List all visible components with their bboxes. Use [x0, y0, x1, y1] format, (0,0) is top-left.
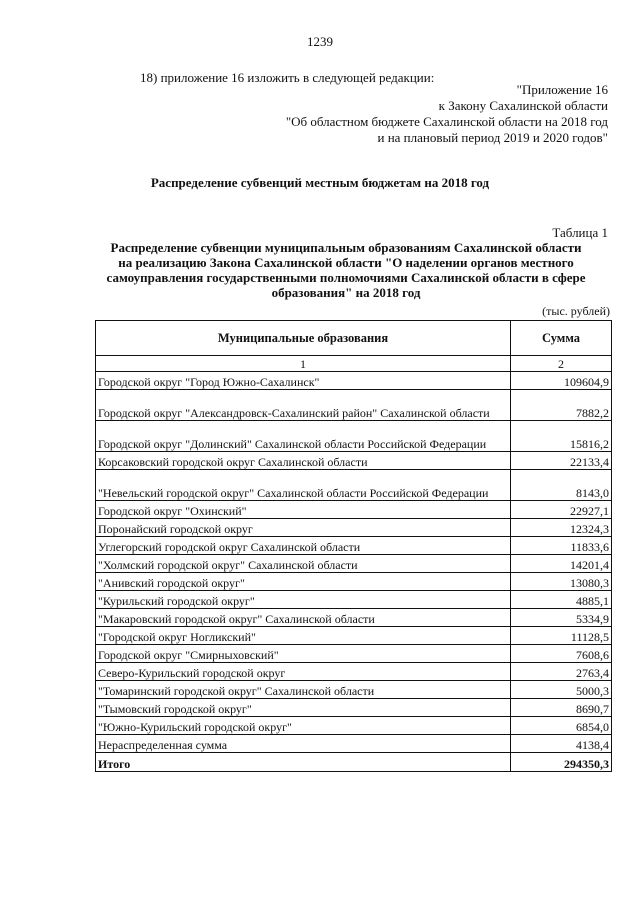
amount-value: 12324,3: [511, 519, 612, 537]
column-number: 1: [96, 356, 511, 372]
table-title-line: на реализацию Закона Сахалинской области "О наделении органов местного: [118, 255, 574, 270]
municipality-name: Северо-Курильский городской округ: [96, 663, 511, 681]
amount-value: 14201,4: [511, 555, 612, 573]
municipality-name: Поронайский городской округ: [96, 519, 511, 537]
table-row: [96, 470, 612, 501]
total-amount: 294350,3: [511, 753, 612, 772]
appendix-line: к Закону Сахалинской области: [438, 98, 608, 113]
table-row: [96, 573, 612, 591]
amount-value: 2763,4: [511, 663, 612, 681]
amount-value: 6854,0: [511, 717, 612, 735]
appendix-line: "Приложение 16: [516, 82, 608, 97]
amount-value: 8143,0: [511, 470, 612, 501]
table-row: [96, 609, 612, 627]
municipality-name: Городской округ "Александровск-Сахалинский район" Сахалинской области: [96, 390, 511, 421]
appendix-line: и на плановый период 2019 и 2020 годов": [377, 130, 608, 145]
municipality-name: "Невельский городской округ" Сахалинской области Российской Федерации: [96, 470, 511, 501]
column-header-municipality: Муниципальные образования: [96, 321, 511, 356]
amount-value: 7608,6: [511, 645, 612, 663]
table-row: [96, 390, 612, 421]
amount-value: 7882,2: [511, 390, 612, 421]
table-row: [96, 717, 612, 735]
column-number-row: [96, 356, 612, 372]
table-row: [96, 537, 612, 555]
units-label: (тыс. рублей): [542, 304, 610, 318]
amount-value: 13080,3: [511, 573, 612, 591]
municipality-name: Нераспределенная сумма: [96, 735, 511, 753]
amount-value: 15816,2: [511, 421, 612, 452]
table-row: [96, 372, 612, 390]
table-title-line: Распределение субвенции муниципальным образованиям Сахалинской области: [110, 240, 582, 255]
municipality-name: Городской округ "Охинский": [96, 501, 511, 519]
amount-value: 11128,5: [511, 627, 612, 645]
amount-value: 4138,4: [511, 735, 612, 753]
municipality-name: "Курильский городской округ": [96, 591, 511, 609]
amount-value: 4885,1: [511, 591, 612, 609]
subsidy-table: [95, 320, 612, 772]
table-row: [96, 452, 612, 470]
amount-value: 22133,4: [511, 452, 612, 470]
table-title: [96, 240, 596, 300]
main-title: Распределение субвенций местным бюджетам на 2018 год: [150, 175, 490, 190]
amount-value: 22927,1: [511, 501, 612, 519]
municipality-name: "Холмский городской округ" Сахалинской области: [96, 555, 511, 573]
table-row: [96, 735, 612, 753]
table-row: [96, 681, 612, 699]
municipality-name: "Тымовский городской округ": [96, 699, 511, 717]
municipality-name: "Макаровский городской округ" Сахалинской области: [96, 609, 511, 627]
amount-value: 11833,6: [511, 537, 612, 555]
table-row: [96, 591, 612, 609]
municipality-name: "Анивский городской округ": [96, 573, 511, 591]
table-label: Таблица 1: [552, 225, 608, 240]
municipality-name: Корсаковский городской округ Сахалинской области: [96, 452, 511, 470]
table-row: [96, 699, 612, 717]
municipality-name: Городской округ "Город Южно-Сахалинск": [96, 372, 511, 390]
municipality-name: Городской округ "Смирныховский": [96, 645, 511, 663]
municipality-name: Городской округ "Долинский" Сахалинской области Российской Федерации: [96, 421, 511, 452]
column-number: 2: [511, 356, 612, 372]
total-row: [96, 753, 612, 772]
table-row: [96, 627, 612, 645]
appendix-line: "Об областном бюджете Сахалинской области на 2018 год: [285, 114, 608, 129]
municipality-name: "Городской округ Ногликский": [96, 627, 511, 645]
table-row: [96, 663, 612, 681]
table-row: [96, 555, 612, 573]
municipality-name: Углегорский городской округ Сахалинской области: [96, 537, 511, 555]
header-row: [96, 321, 612, 356]
column-header-amount: Сумма: [511, 321, 612, 356]
appendix-header: [286, 82, 608, 146]
page-number: 1239: [307, 34, 333, 49]
table-row: [96, 421, 612, 452]
amount-value: 8690,7: [511, 699, 612, 717]
amount-value: 5000,3: [511, 681, 612, 699]
total-label: Итого: [96, 753, 511, 772]
table-title-line: образования" на 2018 год: [271, 285, 421, 300]
amount-value: 5334,9: [511, 609, 612, 627]
table-row: [96, 501, 612, 519]
table-title-line: самоуправления государственными полномочиями Сахалинской области в сфере: [106, 270, 586, 285]
municipality-name: "Южно-Курильский городской округ": [96, 717, 511, 735]
intro-text: 18) приложение 16 изложить в следующей редакции:: [140, 70, 435, 85]
table-row: [96, 645, 612, 663]
municipality-name: "Томаринский городской округ" Сахалинской области: [96, 681, 511, 699]
table-row: [96, 519, 612, 537]
amount-value: 109604,9: [511, 372, 612, 390]
